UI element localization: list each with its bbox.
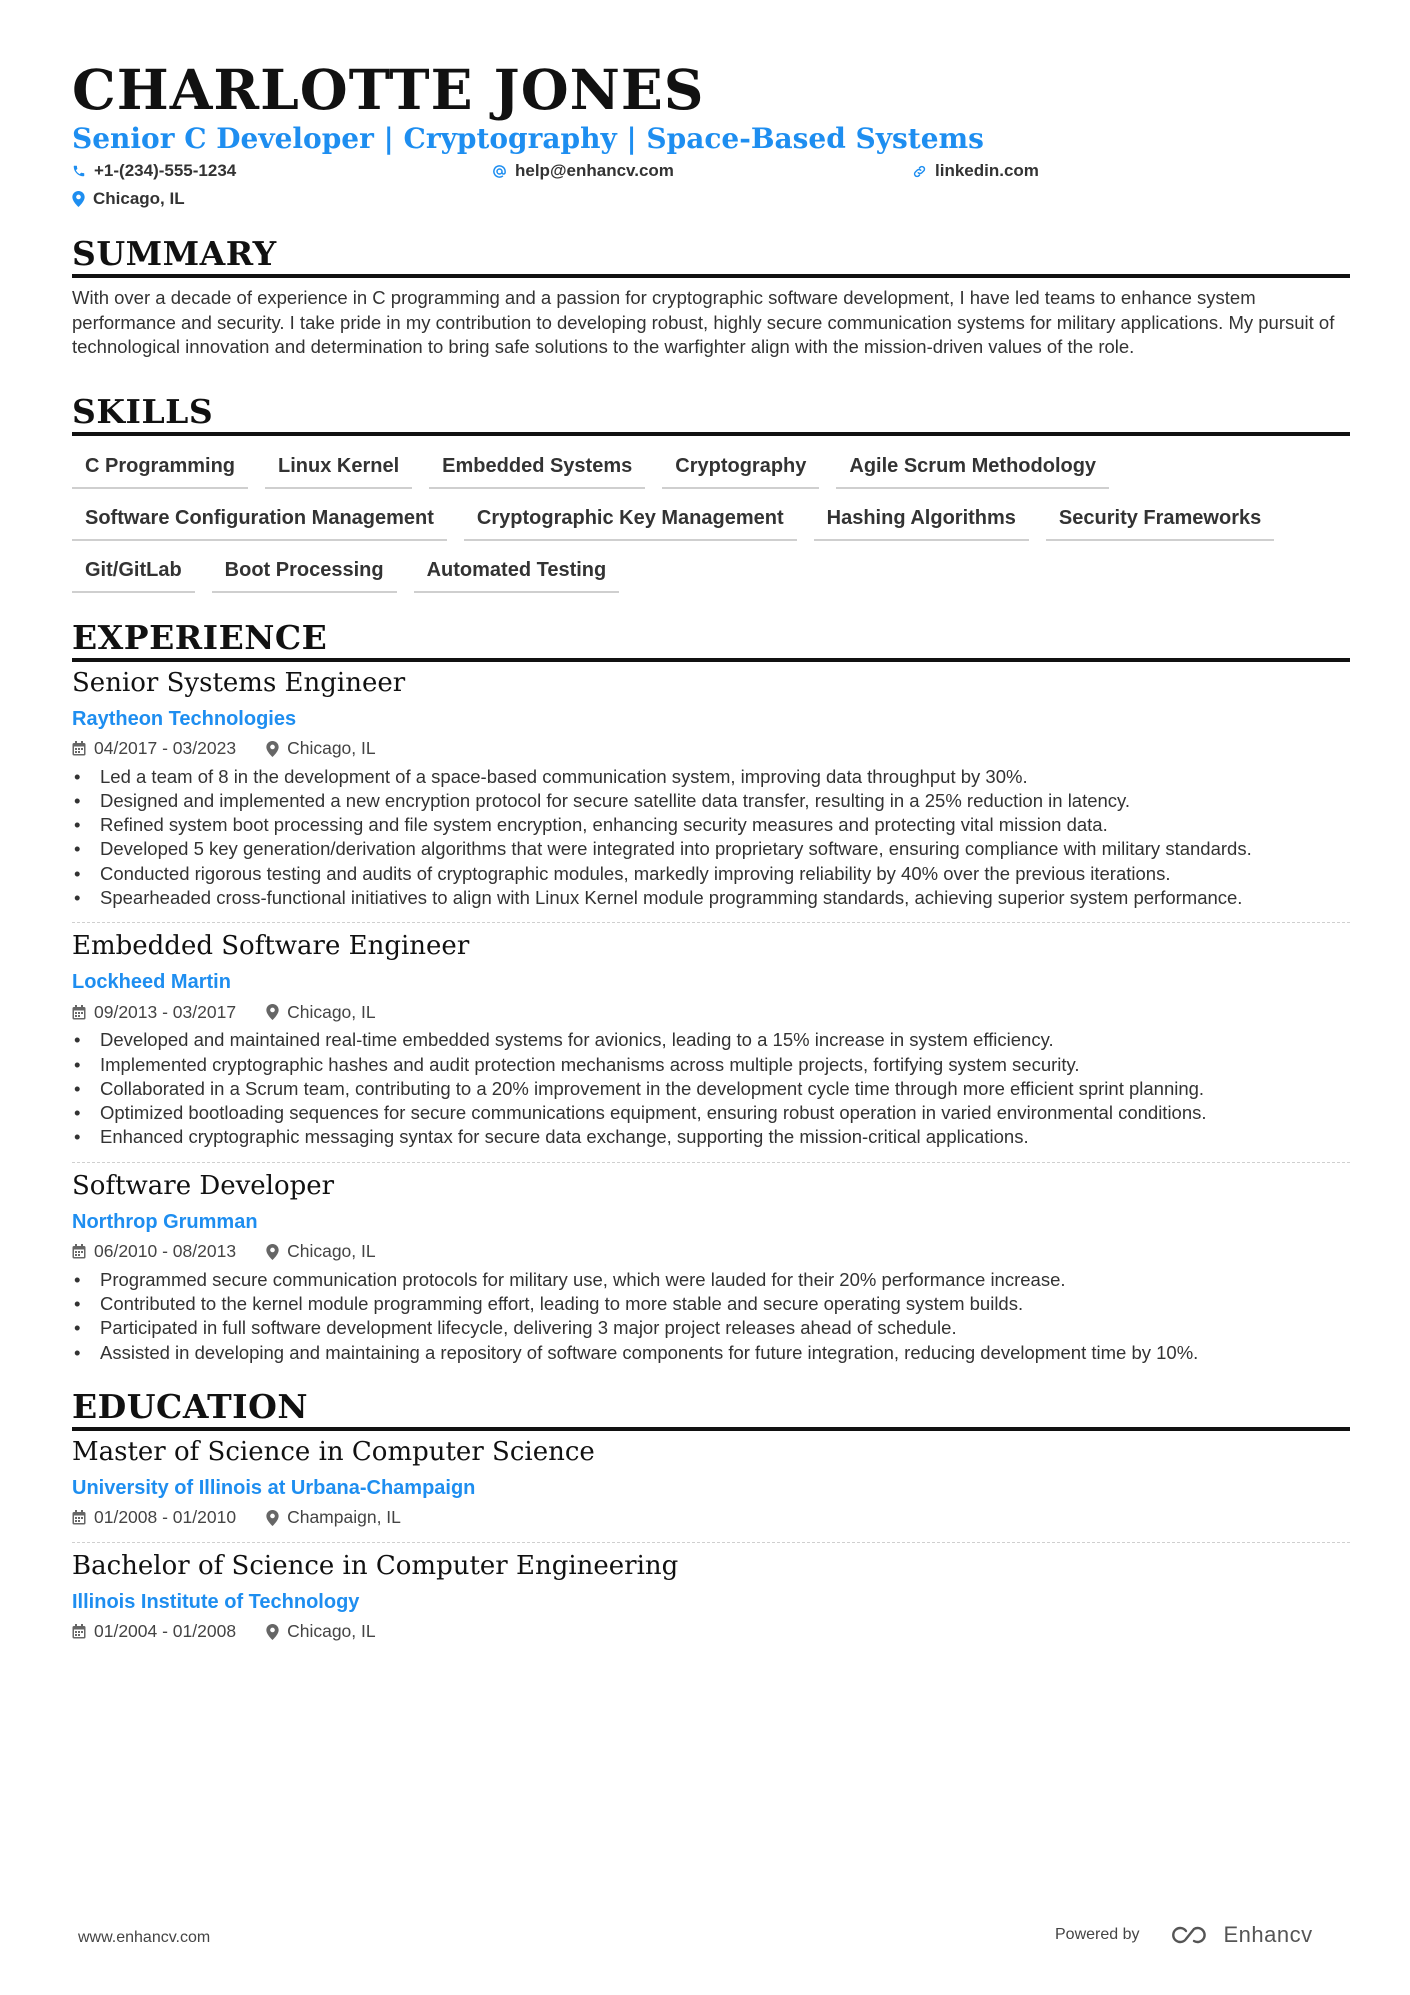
job-location-text: Chicago, IL [287, 1241, 376, 1262]
experience-entry [72, 666, 1350, 917]
company-name: Raytheon Technologies [72, 707, 297, 730]
job-meta [72, 1000, 1350, 1024]
skills-list [72, 448, 1350, 604]
education-entry [72, 1549, 1350, 1650]
skill-tag: Cryptography [662, 448, 819, 489]
job-title: Software Developer [72, 1170, 335, 1201]
education-location-text: Chicago, IL [287, 1621, 376, 1642]
list-item: • Designed and implemented a new encryption protocol for secure satellite data transfer, resulting in a 25% reduction in latency. [72, 789, 1350, 813]
calendar-icon [72, 1005, 86, 1020]
phone-icon [72, 164, 86, 178]
resume-header [72, 58, 1350, 210]
location-pin-icon [266, 1244, 279, 1260]
job-location [266, 738, 376, 759]
skill-tag: Boot Processing [212, 552, 397, 593]
list-item: • Optimized bootloading sequences for secure communications equipment, ensuring robust operation in varied environmental conditions. [72, 1101, 1350, 1125]
summary-section [72, 234, 1350, 360]
resume-page [72, 58, 1350, 1650]
brand-name: Enhancv [1223, 1922, 1313, 1947]
entry-divider [72, 1542, 1350, 1543]
degree-title: Master of Science in Computer Science [72, 1436, 595, 1467]
phone-text: +1-(234)-555-1234 [94, 161, 237, 180]
footer-website[interactable]: www.enhancv.com [78, 1929, 211, 1946]
school-name: Illinois Institute of Technology [72, 1590, 360, 1613]
skill-tag: Software Configuration Management [72, 500, 447, 541]
calendar-icon [72, 741, 86, 756]
job-bullets [72, 765, 1350, 911]
skill-tag: C Programming [72, 448, 248, 489]
list-item: • Refined system boot processing and file system encryption, enhancing security measures and protecting vital mission data. [72, 813, 1350, 837]
experience-title: EXPERIENCE [72, 618, 1350, 662]
education-dates: 01/2004 - 01/2008 [94, 1621, 237, 1642]
education-entry [72, 1435, 1350, 1536]
job-location-text: Chicago, IL [287, 1001, 376, 1022]
skill-tag: Embedded Systems [429, 448, 645, 489]
at-icon [492, 164, 507, 179]
job-location [266, 1002, 376, 1023]
link-icon [912, 164, 927, 179]
powered-by-label: Powered by [1055, 1926, 1140, 1943]
location-pin-icon [266, 1624, 279, 1640]
job-dates: 04/2017 - 03/2023 [94, 738, 237, 758]
education-meta [72, 1506, 1350, 1530]
education-dates: 01/2008 - 01/2010 [94, 1507, 237, 1528]
company-name: Lockheed Martin [72, 971, 231, 994]
skills-title: SKILLS [72, 392, 1350, 436]
experience-section [72, 618, 1350, 1371]
entry-divider [72, 922, 1350, 923]
skill-tag: Linux Kernel [265, 448, 412, 489]
email-text: help@enhancv.com [515, 161, 674, 180]
list-item: • Enhanced cryptographic messaging syntax for secure data exchange, supporting the mission-critical applications. [72, 1125, 1350, 1149]
list-item: • Collaborated in a Scrum team, contributing to a 20% improvement in the development cycle time through more efficient sprint planning. [72, 1077, 1350, 1101]
location-pin-icon [266, 1004, 279, 1020]
job-title: Senior Systems Engineer [72, 667, 406, 698]
list-item: • Led a team of 8 in the development of a space-based communication system, improving data throughput by 30%. [72, 765, 1350, 789]
contact-email[interactable] [492, 160, 912, 182]
job-dates: 06/2010 - 08/2013 [94, 1241, 237, 1262]
job-location [266, 1241, 376, 1262]
calendar-icon [72, 1624, 86, 1639]
education-location-text: Champaign, IL [287, 1507, 401, 1528]
entry-divider [72, 1162, 1350, 1163]
linkedin-text: linkedin.com [935, 161, 1039, 180]
education-meta [72, 1620, 1350, 1644]
footer-branding [1055, 1922, 1313, 1948]
skill-tag: Security Frameworks [1046, 500, 1274, 541]
list-item: • Participated in full software development lifecycle, delivering 3 major project releases ahead of schedule. [72, 1316, 1350, 1340]
list-item: • Implemented cryptographic hashes and audit protection mechanisms across multiple projects, fortifying system security. [72, 1053, 1350, 1077]
candidate-name: CHARLOTTE JONES [72, 57, 705, 122]
education-location [266, 1507, 401, 1528]
job-title: Embedded Software Engineer [72, 931, 470, 962]
skill-tag: Automated Testing [414, 552, 620, 593]
skill-tag: Agile Scrum Methodology [836, 448, 1109, 489]
enhancv-logo-icon [1166, 1923, 1214, 1947]
job-bullets [72, 1268, 1350, 1365]
degree-title: Bachelor of Science in Computer Engineering [72, 1550, 679, 1581]
list-item: • Programmed secure communication protocols for military use, which were lauded for their 20% performance increase. [72, 1268, 1350, 1292]
list-item: • Contributed to the kernel module programming effort, leading to more stable and secure operating system builds. [72, 1292, 1350, 1316]
candidate-headline: Senior C Developer | Cryptography | Space-Based Systems [72, 122, 984, 155]
job-meta [72, 737, 1350, 761]
experience-entry [72, 929, 1350, 1155]
contact-phone [72, 160, 492, 182]
job-location-text: Chicago, IL [287, 738, 376, 758]
job-dates: 09/2013 - 03/2017 [94, 1001, 237, 1022]
skill-tag: Cryptographic Key Management [464, 500, 797, 541]
list-item: • Spearheaded cross-functional initiatives to align with Linux Kernel module programming standards, achieving superior system performance. [72, 886, 1350, 910]
education-title: EDUCATION [72, 1387, 1350, 1431]
skills-section [72, 392, 1350, 604]
location-text: Chicago, IL [93, 189, 185, 208]
calendar-icon [72, 1244, 86, 1259]
skill-tag: Hashing Algorithms [814, 500, 1029, 541]
skill-tag: Git/GitLab [72, 552, 195, 593]
list-item: • Developed 5 key generation/derivation algorithms that were integrated into proprietary software, ensuring compliance with military standards. [72, 837, 1350, 861]
education-location [266, 1621, 376, 1642]
job-meta [72, 1240, 1350, 1264]
company-name: Northrop Grumman [72, 1210, 258, 1233]
contact-location [72, 188, 492, 210]
summary-title: SUMMARY [72, 234, 1350, 278]
location-pin-icon [72, 191, 85, 207]
calendar-icon [72, 1510, 86, 1525]
location-pin-icon [266, 741, 279, 757]
location-pin-icon [266, 1510, 279, 1526]
contact-linkedin[interactable] [912, 160, 1332, 182]
job-bullets [72, 1028, 1350, 1149]
list-item: • Conducted rigorous testing and audits of cryptographic modules, markedly improving reliability by 40% over the previous iterations. [72, 862, 1350, 886]
list-item: • Assisted in developing and maintaining a repository of software components for future integration, reducing development time by 10%. [72, 1341, 1350, 1365]
contact-info [72, 160, 1350, 210]
experience-entry [72, 1169, 1350, 1371]
list-item: • Developed and maintained real-time embedded systems for avionics, leading to a 15% increase in system efficiency. [72, 1028, 1350, 1052]
school-name: University of Illinois at Urbana-Champaign [72, 1476, 476, 1499]
summary-text: With over a decade of experience in C programming and a passion for cryptographic software development, I have led teams to enhance system performance and security. I take pride in my contribution to developing robust, highly secure communication systems for military applications. My pursuit of technological innovation and determination to bring safe solutions to the warfighter align with the mission-driven values of the role. [72, 287, 1335, 357]
education-section [72, 1387, 1350, 1650]
